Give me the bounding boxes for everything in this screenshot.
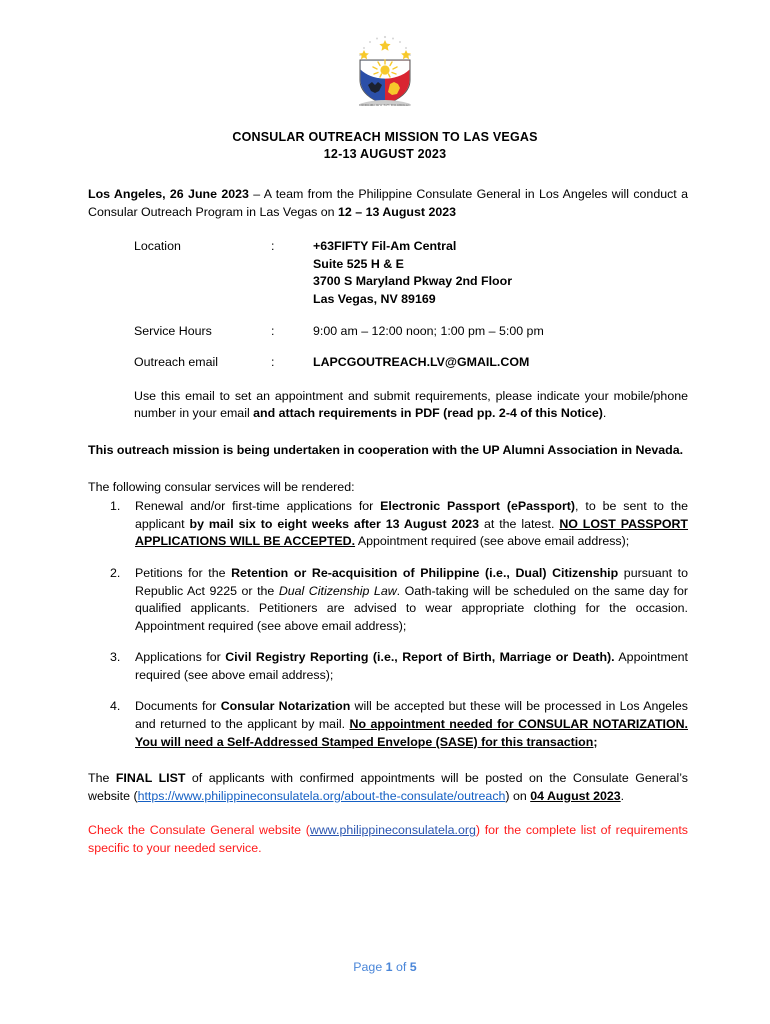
footer-middle: of (392, 960, 410, 974)
svc2-p3: Dual Citizenship Law (278, 583, 397, 598)
document-body (0, 186, 770, 858)
svc2-p1: Retention or Re-acquisition of Philippine (i.e., Dual) Citizenship (231, 565, 619, 580)
detail-colon: : (271, 323, 275, 338)
svg-text:REPUBLIKA NG PILIPINAS: REPUBLIKA NG PILIPINAS (359, 103, 411, 106)
service-number-3: 3. (110, 650, 121, 665)
svc3-p1: Civil Registry Reporting (i.e., Report of Birth, Marriage or Death). (225, 650, 615, 665)
details-block (88, 238, 688, 372)
final-list-date: 04 August 2023 (530, 788, 621, 803)
service-number-1: 1. (110, 499, 121, 514)
final-list-text-1: The (88, 771, 116, 786)
svc1-p4: at the latest. (479, 516, 560, 531)
detail-label-outreach-email: Outreach email (134, 355, 219, 370)
svc1-p1: Electronic Passport (ePassport) (380, 499, 576, 514)
intro-dateline: Los Angeles, 26 June 2023 (88, 187, 249, 201)
svc4-p1: Consular Notarization (220, 699, 351, 714)
title-line-2: 12-13 AUGUST 2023 (323, 147, 447, 161)
service-item-4 (88, 698, 688, 751)
service-number-4: 4. (110, 699, 121, 714)
detail-value-outreach-email: LAPCGOUTREACH.LV@GMAIL.COM (313, 355, 530, 370)
email-instructions-paragraph (134, 388, 688, 423)
services-list (88, 498, 688, 751)
email-note-text-2: . (602, 406, 607, 421)
detail-row-outreach-email (134, 354, 688, 372)
location-line-3: 3700 S Maryland Pkway 2nd Floor (313, 274, 513, 289)
service-item-1 (88, 498, 688, 551)
detail-value-location (313, 238, 688, 308)
intro-paragraph (88, 186, 688, 221)
final-list-bold: FINAL LIST (115, 771, 186, 786)
email-note-text-1: Use this email to set an appointment and submit requirements, please indicate your mobile/phone number in your email (134, 388, 688, 421)
detail-row-service-hours (134, 323, 688, 341)
red-note-text-2: ) for the complete list of requirements specific to your needed service. (88, 823, 688, 856)
email-instructions (88, 388, 688, 423)
svc1-p3: by mail six to eight weeks after 13 August 2023 (189, 516, 480, 531)
page-footer (0, 960, 770, 974)
red-requirements-note (88, 822, 688, 857)
svc4-p2: will be accepted but these will be processed in Los Angeles and returned to the applicant by mail. (135, 699, 688, 732)
cooperation-paragraph: This outreach mission is being undertaken in cooperation with the UP Alumni Association in Nevada. (88, 442, 684, 457)
svc1-p6: Appointment required (see above email address); (355, 534, 630, 549)
detail-row-location (134, 238, 688, 308)
intro-text: – A team from the Philippine Consulate General in Los Angeles will conduct a Consular Outreach Program in Las Vegas on (88, 187, 688, 219)
location-line-4: Las Vegas, NV 89169 (313, 291, 436, 306)
svc2-p0: Petitions for the (135, 565, 232, 580)
service-item-2 (88, 565, 688, 635)
svc4-p3: No appointment needed for CONSULAR NOTARIZATION. You will need a Self-Addressed Stamped Envelope (SASE) for this transaction; (135, 717, 689, 749)
final-list-paragraph (88, 770, 688, 805)
svc2-p4: . Oath-taking will be scheduled on the same day for qualified applicants. Petitioners are advised to wear appropriate clothing for the occasion. Appointment required (see above email address); (135, 583, 689, 633)
footer-current-page: 1 (385, 960, 393, 974)
svc1-p2: , to be sent to the applicant (135, 499, 689, 531)
location-line-1: +63FIFTY Fil-Am Central (313, 239, 457, 254)
svc3-p2: Appointment required (see above email address); (135, 650, 688, 682)
intro-dates: 12 – 13 August 2023 (338, 204, 457, 219)
detail-label-location: Location (134, 239, 181, 254)
detail-colon: : (271, 355, 275, 370)
email-note-bold: and attach requirements in PDF (read pp. 2-4 of this Notice) (253, 406, 603, 421)
detail-colon: : (271, 239, 275, 254)
svc1-p0: Renewal and/or first-time applications for (135, 499, 381, 514)
svc4-p0: Documents for (135, 699, 221, 714)
red-note-text-1: Check the Consulate General website ( (88, 823, 310, 838)
service-item-3 (88, 649, 688, 684)
detail-value-service-hours: 9:00 am – 12:00 noon; 1:00 pm – 5:00 pm (313, 323, 544, 338)
services-lead-in: The following consular services will be rendered: (88, 479, 355, 494)
final-list-text-2: of applicants with confirmed appointments will be posted on the Consulate General’s website ( (88, 771, 688, 803)
final-list-text-3: ) on (505, 788, 531, 803)
svc3-p0: Applications for (135, 650, 226, 665)
seal-container (0, 0, 770, 111)
footer-prefix: Page (353, 960, 386, 974)
title-line-1: CONSULAR OUTREACH MISSION TO LAS VEGAS (232, 130, 538, 144)
final-list-text-4: . (620, 788, 625, 803)
detail-label-service-hours: Service Hours (134, 323, 212, 338)
svc2-p2: pursuant to Republic Act 9225 or the (135, 565, 688, 598)
location-line-2: Suite 525 H & E (313, 256, 404, 271)
service-number-2: 2. (110, 565, 121, 580)
consulate-outreach-link[interactable]: https://www.philippineconsulatela.org/about-the-consulate/outreach (137, 788, 506, 803)
consulate-website-link[interactable]: www.philippineconsulatela.org (309, 823, 476, 838)
footer-total-pages: 5 (409, 960, 417, 974)
svc1-p5: NO LOST PASSPORT APPLICATIONS WILL BE ACCEPTED. (135, 516, 688, 549)
philippine-coat-of-arms-seal-icon (349, 30, 421, 106)
page-title (0, 129, 770, 163)
